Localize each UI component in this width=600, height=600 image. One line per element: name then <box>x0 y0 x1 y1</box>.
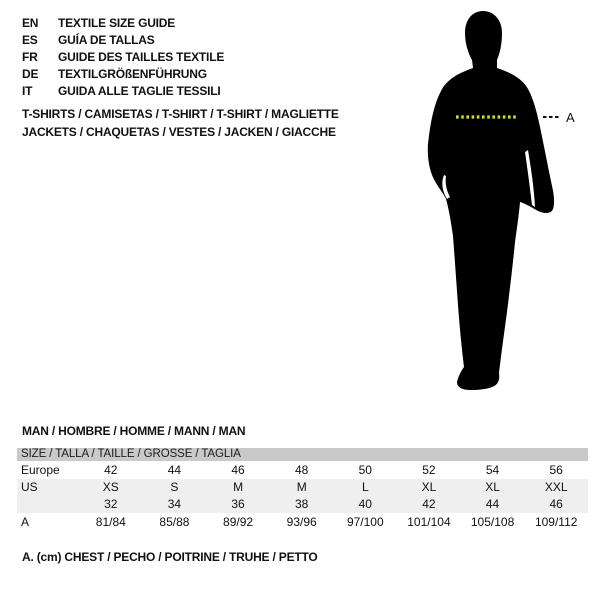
size-cell: 101/104 <box>407 515 451 529</box>
table-row <box>17 461 588 479</box>
size-cell: 50 <box>358 463 372 477</box>
category-line: T-SHIRTS / CAMISETAS / T-SHIRT / T-SHIRT / MAGLIETTE <box>22 107 339 121</box>
size-cell: 34 <box>167 497 182 511</box>
size-cell: 46 <box>231 463 245 477</box>
language-title: TEXTILE SIZE GUIDE <box>58 16 176 30</box>
size-cell: 38 <box>295 497 309 511</box>
language-code: ES <box>22 33 38 47</box>
size-cell: 36 <box>231 497 245 511</box>
language-title: TEXTILGRÖßENFÜHRUNG <box>58 67 207 81</box>
size-cell: 85/88 <box>159 515 190 529</box>
size-cell: 52 <box>422 463 436 477</box>
language-code: DE <box>22 67 39 81</box>
size-cell: 109/112 <box>534 515 578 529</box>
size-cell: 89/92 <box>223 515 254 529</box>
size-cell: 97/100 <box>346 515 384 529</box>
category-line: JACKETS / CHAQUETAS / VESTES / JACKEN / GIACCHE <box>22 124 336 139</box>
size-cell: 42 <box>422 497 436 511</box>
size-table <box>17 448 588 531</box>
size-cell: M <box>233 480 244 494</box>
table-row <box>17 479 588 496</box>
language-code: EN <box>22 16 39 30</box>
language-row <box>22 49 224 66</box>
row-label: Europe <box>21 463 60 477</box>
size-cell: M <box>296 480 307 494</box>
size-cell: 54 <box>485 463 500 477</box>
size-table-body <box>17 461 588 531</box>
table-row <box>17 513 588 531</box>
language-title: GUIDE DES TAILLES TEXTILE <box>58 50 225 64</box>
size-cell: 42 <box>104 463 118 477</box>
size-cell: 105/108 <box>470 515 515 529</box>
row-label: A <box>21 515 30 529</box>
language-row <box>22 66 224 83</box>
size-cell: S <box>170 480 179 494</box>
man-silhouette-figure <box>415 5 585 395</box>
size-cell: 44 <box>485 497 500 511</box>
size-cell: XS <box>102 480 119 494</box>
size-cell: 40 <box>358 497 372 511</box>
category-lines <box>22 106 339 141</box>
man-silhouette <box>428 11 554 390</box>
section-title: MAN / HOMBRE / HOMME / MANN / MAN <box>22 424 246 438</box>
size-cell: XXL <box>544 480 568 494</box>
language-list <box>22 15 224 100</box>
size-cell: 48 <box>295 463 309 477</box>
size-cell: 81/84 <box>95 515 126 529</box>
size-cell: 93/96 <box>286 515 317 529</box>
row-label: US <box>21 480 38 494</box>
measure-label-a: A <box>566 110 575 125</box>
language-code: FR <box>22 50 38 64</box>
language-title: GUÍA DE TALLAS <box>58 33 155 47</box>
size-table-header: SIZE / TALLA / TAILLE / GRÖSSE / TAGLIA <box>17 448 588 461</box>
size-cell: 32 <box>104 497 118 511</box>
size-cell: 44 <box>167 463 182 477</box>
size-cell: 46 <box>549 497 563 511</box>
language-title: GUIDA ALLE TAGLIE TESSILI <box>58 84 221 98</box>
size-cell: 56 <box>549 463 563 477</box>
size-cell: XL <box>421 480 437 494</box>
chest-measure-footnote: A. (cm) CHEST / PECHO / POITRINE / TRUHE / PETTO <box>22 550 318 564</box>
language-row <box>22 83 224 100</box>
language-row <box>22 32 224 49</box>
language-code: IT <box>22 84 33 98</box>
row-label <box>17 496 79 513</box>
size-cell: L <box>361 480 369 494</box>
language-row <box>22 15 224 32</box>
size-cell: XL <box>485 480 500 494</box>
table-row <box>17 496 588 513</box>
